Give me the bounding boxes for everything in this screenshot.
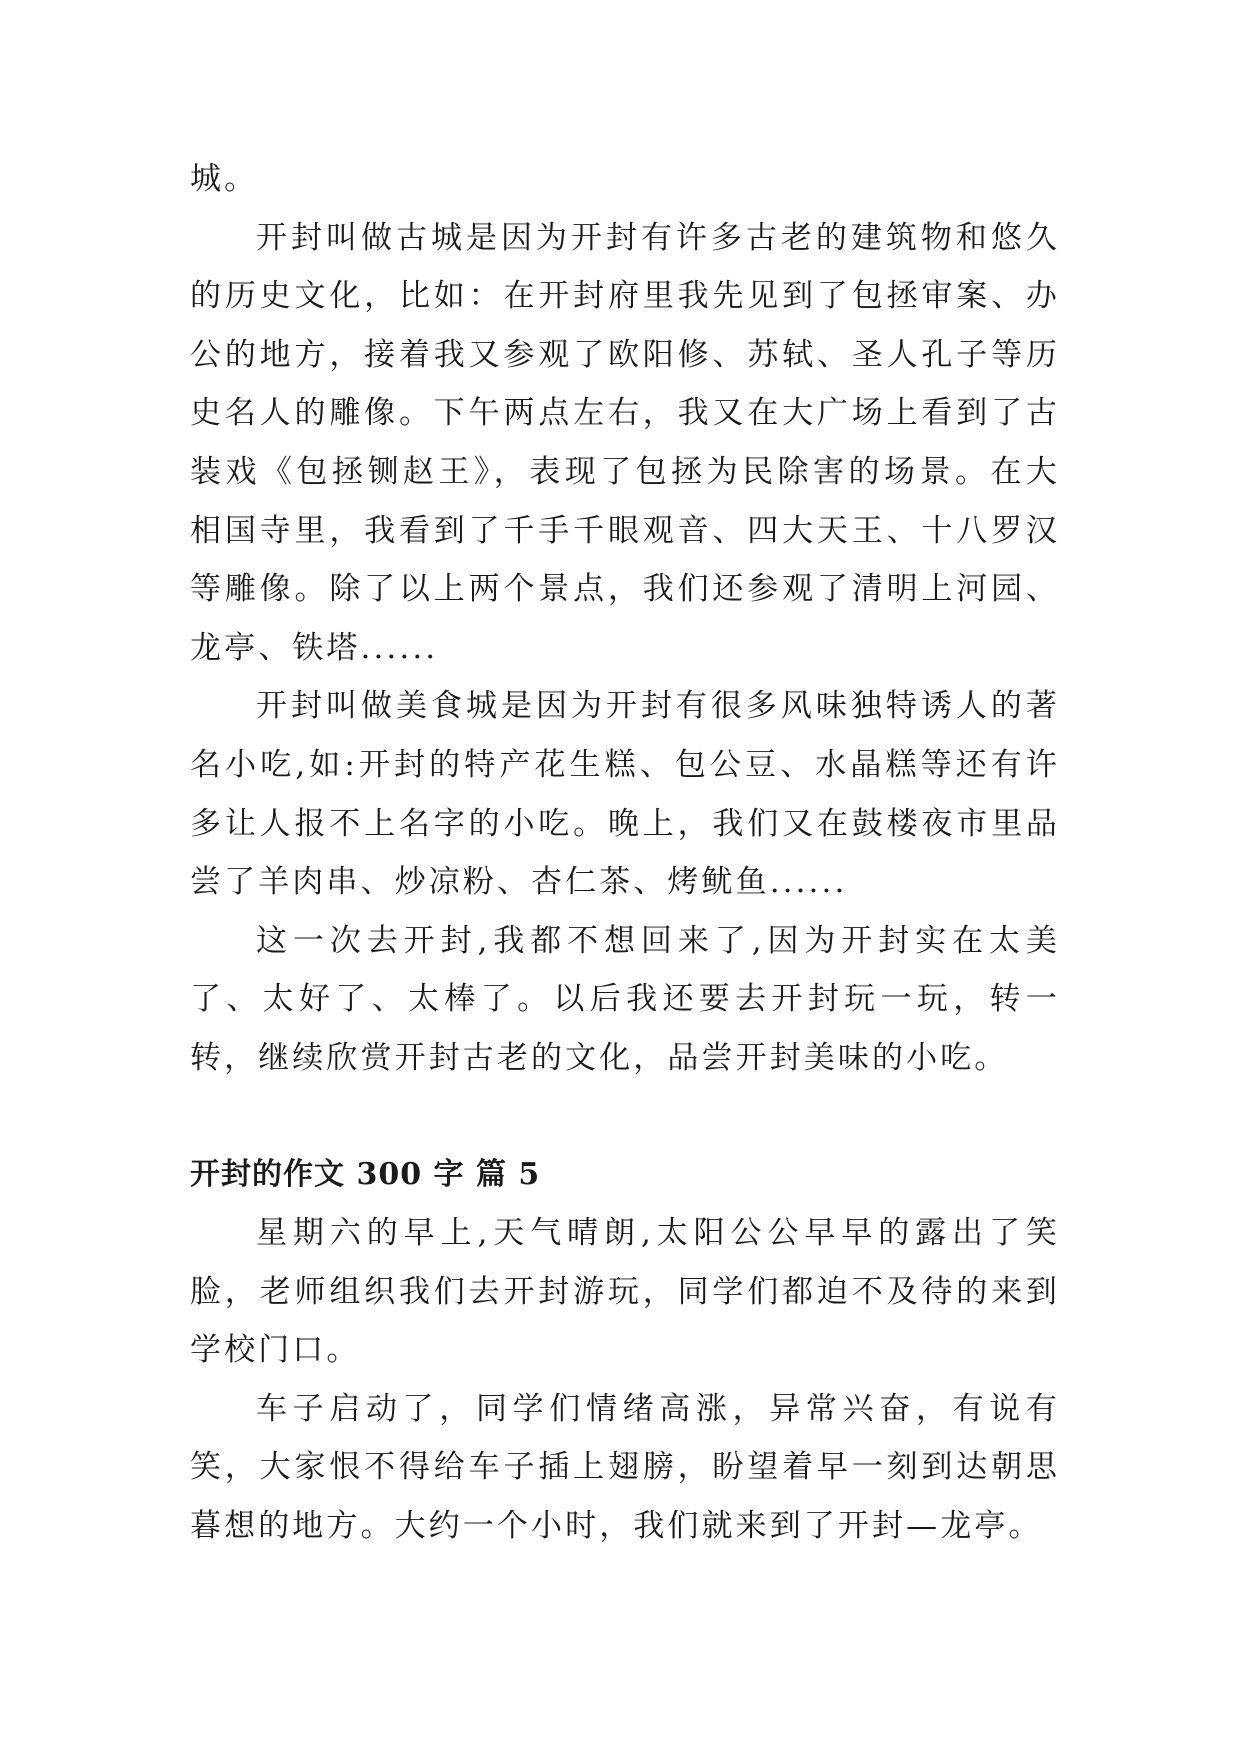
paragraph-saturday-morning: 星期六的早上,天气晴朗,太阳公公早早的露出了笑脸，老师组织我们去开封游玩，同学们都迫不及待的来到学校门口。 <box>190 1215 1060 1369</box>
paragraph-food-city: 开封叫做美食城是因为开封有很多风味独特诱人的著名小吃,如:开封的特产花生糕、包公豆、水晶糕等还有许多让人报不上名字的小吃。晚上，我们又在鼓楼夜市里品尝了羊肉串、炒凉粉、杏仁茶、烤鱿鱼...... <box>190 688 1060 901</box>
section-title: 开封的作文 300 字 篇 5 <box>190 1156 541 1192</box>
paragraph-conclusion: 这一次去开封,我都不想回来了,因为开封实在太美了、太好了、太棒了。以后我还要去开封玩一玩，转一转，继续欣赏开封古老的文化，品尝开封美味的小吃。 <box>190 922 1060 1076</box>
paragraph-bus-trip: 车子启动了，同学们情绪高涨，异常兴奋，有说有笑，大家恨不得给车子插上翅膀，盼望着早一刻到达朝思暮想的地方。大约一个小时，我们就来到了开封—龙亭。 <box>190 1390 1060 1545</box>
paragraph-continuation: 城。 <box>190 161 259 197</box>
document-body <box>190 150 1060 1556</box>
paragraph-ancient-city: 开封叫做古城是因为开封有许多古老的建筑物和悠久的历史文化，比如：在开封府里我先见到了包拯审案、办公的地方，接着我又参观了欧阳修、苏轼、圣人孔子等历史名人的雕像。下午两点左右，我又在大广场上看到了古装戏《包拯铡赵王》，表现了包拯为民除害的场景。在大相国寺里，我看到了千手千眼观音、四大天王、十八罗汉等雕像。除了以上两个景点，我们还参观了清明上河园、龙亭、铁塔...... <box>190 219 1060 666</box>
